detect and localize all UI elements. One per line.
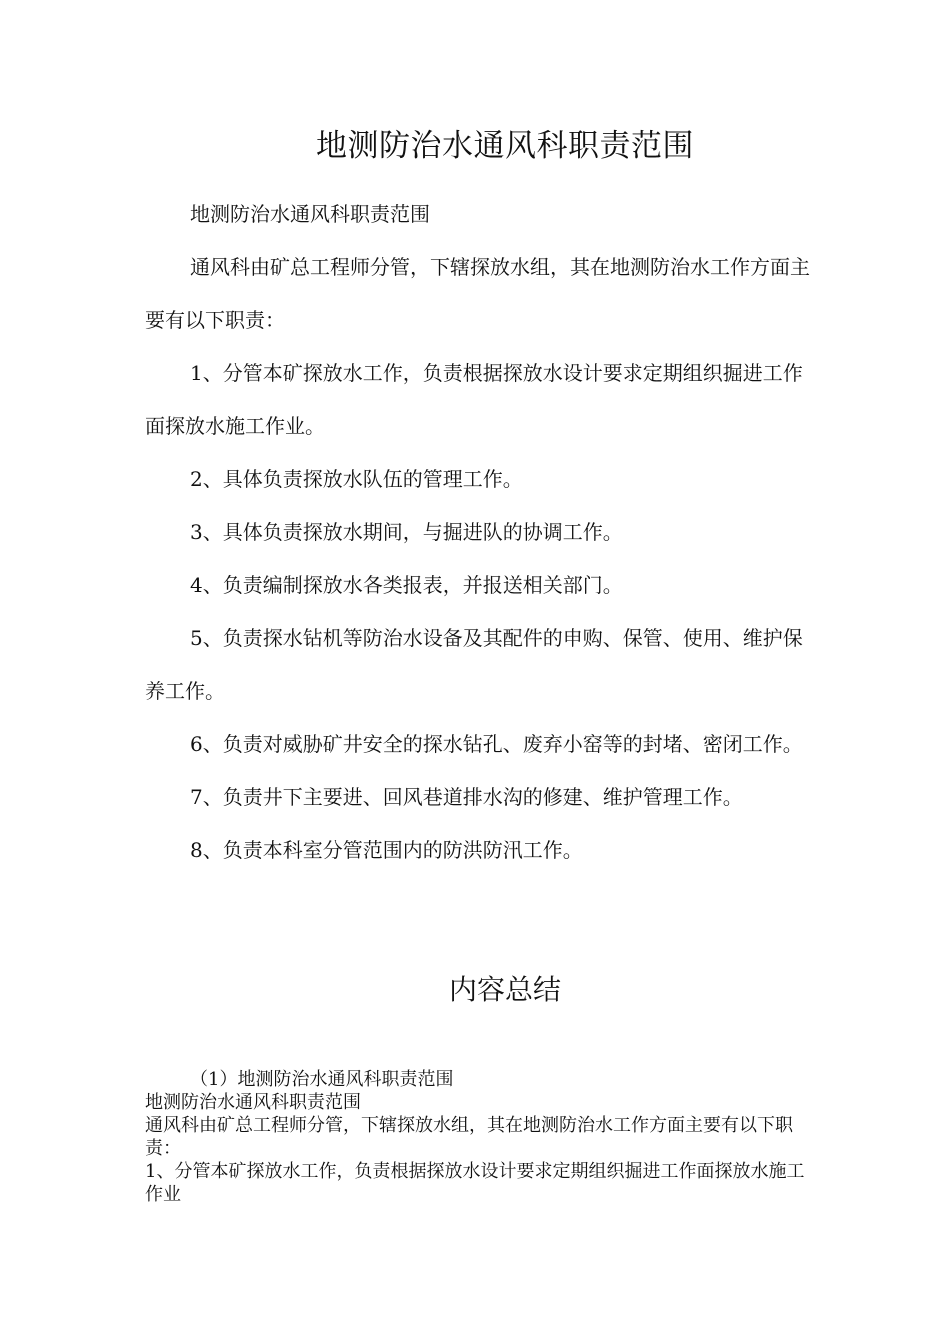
summary-line: 1、分管本矿探放水工作，负责根据探放水设计要求定期组织掘进工作面探放水施工作业 <box>145 1161 805 1205</box>
paragraph: 2、具体负责探放水队伍的管理工作。 <box>190 467 523 491</box>
paragraph: 5、负责探水钻机等防治水设备及其配件的申购、保管、使用、维护保养工作。 <box>145 626 803 703</box>
paragraph: 3、具体负责探放水期间，与掘进队的协调工作。 <box>190 520 623 544</box>
paragraph: 1、分管本矿探放水工作，负责根据探放水设计要求定期组织掘进工作面探放水施工作业。 <box>145 361 803 438</box>
paragraph: 4、负责编制探放水各类报表，并报送相关部门。 <box>190 573 623 597</box>
summary-line: （1）地测防治水通风科职责范围 <box>190 1069 454 1090</box>
paragraph: 通风科由矿总工程师分管，下辖探放水组，其在地测防治水工作方面主要有以下职责： <box>145 255 810 332</box>
paragraph: 8、负责本科室分管范围内的防洪防汛工作。 <box>190 838 583 862</box>
paragraph: 地测防治水通风科职责范围 <box>190 202 430 226</box>
summary-title: 内容总结 <box>448 973 561 1006</box>
paragraph: 7、负责井下主要进、回风巷道排水沟的修建、维护管理工作。 <box>190 785 743 809</box>
summary-line: 地测防治水通风科职责范围 <box>145 1092 361 1113</box>
summary-line: 通风科由矿总工程师分管，下辖探放水组，其在地测防治水工作方面主要有以下职责： <box>145 1115 793 1159</box>
document-body <box>145 188 810 877</box>
summary-body <box>145 1068 810 1206</box>
paragraph: 6、负责对威胁矿井安全的探水钻孔、废弃小窑等的封堵、密闭工作。 <box>190 732 803 756</box>
document-title: 地测防治水通风科职责范围 <box>316 128 694 164</box>
